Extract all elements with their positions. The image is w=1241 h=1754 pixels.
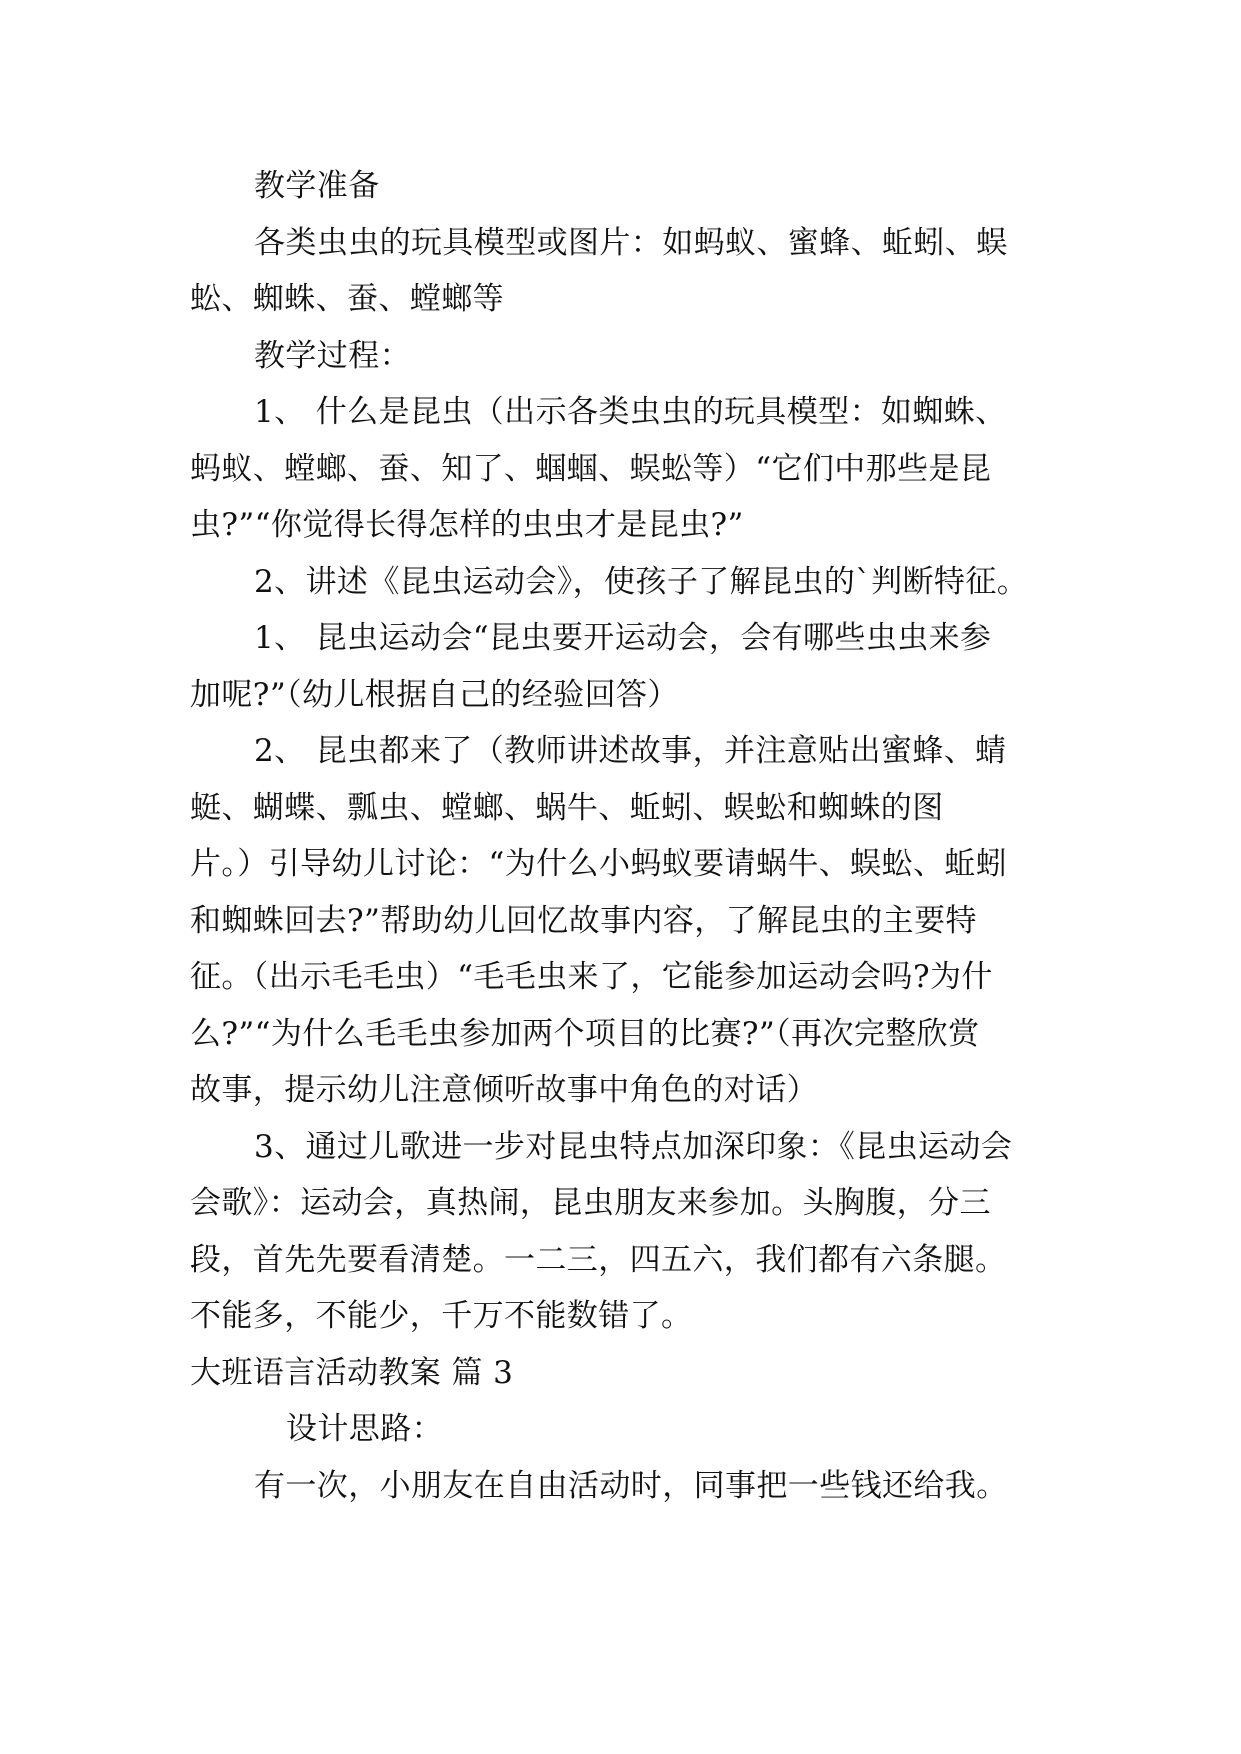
paragraph-line: 蚂蚁、螳螂、蚕、知了、蝈蝈、蜈蚣等）“它们中那些是昆 [190, 450, 992, 487]
section-title: 大班语言活动教案 篇 3 [190, 1354, 514, 1391]
heading-teaching-preparation: 教学准备 [254, 168, 380, 204]
paragraph-line: 3、通过儿歌进一步对昆虫特点加深印象：《昆虫运动会 [254, 1128, 1013, 1165]
heading-design-idea: 设计思路： [286, 1411, 443, 1447]
paragraph-line: 会歌》：运动会，真热闹，昆虫朋友来参加。头胸腹，分三 [190, 1185, 991, 1221]
paragraph-line: 蜓、蝴蝶、瓢虫、螳螂、蜗牛、蚯蚓、蜈蚣和蜘蛛的图 [190, 789, 944, 826]
heading-teaching-process: 教学过程： [254, 337, 411, 374]
paragraph-line: 段，首先先要看清楚。一二三，四五六，我们都有六条腿。 [190, 1241, 1007, 1278]
paragraph-line: 蚣、蜘蛛、蚕、螳螂等 [190, 281, 504, 317]
paragraph-line: 么?”“为什么毛毛虫参加两个项目的比赛?”（再次完整欣赏 [190, 1015, 980, 1052]
paragraph-line: 加呢?”（幼儿根据自己的经验回答） [190, 676, 679, 713]
document-body [190, 158, 1060, 1514]
paragraph-line: 虫?”“你觉得长得怎样的虫虫才是昆虫?” [190, 507, 744, 543]
paragraph-line: 各类虫虫的玩具模型或图片：如蚂蚁、蜜蜂、蚯蚓、蜈 [254, 224, 1008, 261]
paragraph-line: 有一次，小朋友在自由活动时，同事把一些钱还给我。 [254, 1467, 1008, 1504]
paragraph-line: 故事，提示幼儿注意倾听故事中角色的对话） [190, 1072, 818, 1108]
paragraph-line: 2、讲述《昆虫运动会》，使孩子了解昆虫的`判断特征。 [254, 563, 1029, 600]
paragraph-line: 1、 昆虫运动会“昆虫要开运动会，会有哪些虫虫来参 [254, 620, 992, 656]
paragraph-line: 和蜘蛛回去?”帮助幼儿回忆故事内容，了解昆虫的主要特 [190, 902, 977, 939]
paragraph-line: 片。）引导幼儿讨论：“为什么小蚂蚁要请蜗牛、蜈蚣、蚯蚓 [190, 846, 1008, 882]
paragraph-line: 1、 什么是昆虫（出示各类虫虫的玩具模型：如蜘蛛、 [254, 394, 1007, 430]
paragraph-line: 征。（出示毛毛虫）“毛毛虫来了，它能参加运动会吗?为什 [190, 959, 993, 995]
paragraph-line: 2、 昆虫都来了（教师讲述故事，并注意贴出蜜蜂、蜻 [254, 733, 1007, 769]
paragraph-line: 不能多，不能少，千万不能数错了。 [190, 1298, 693, 1334]
